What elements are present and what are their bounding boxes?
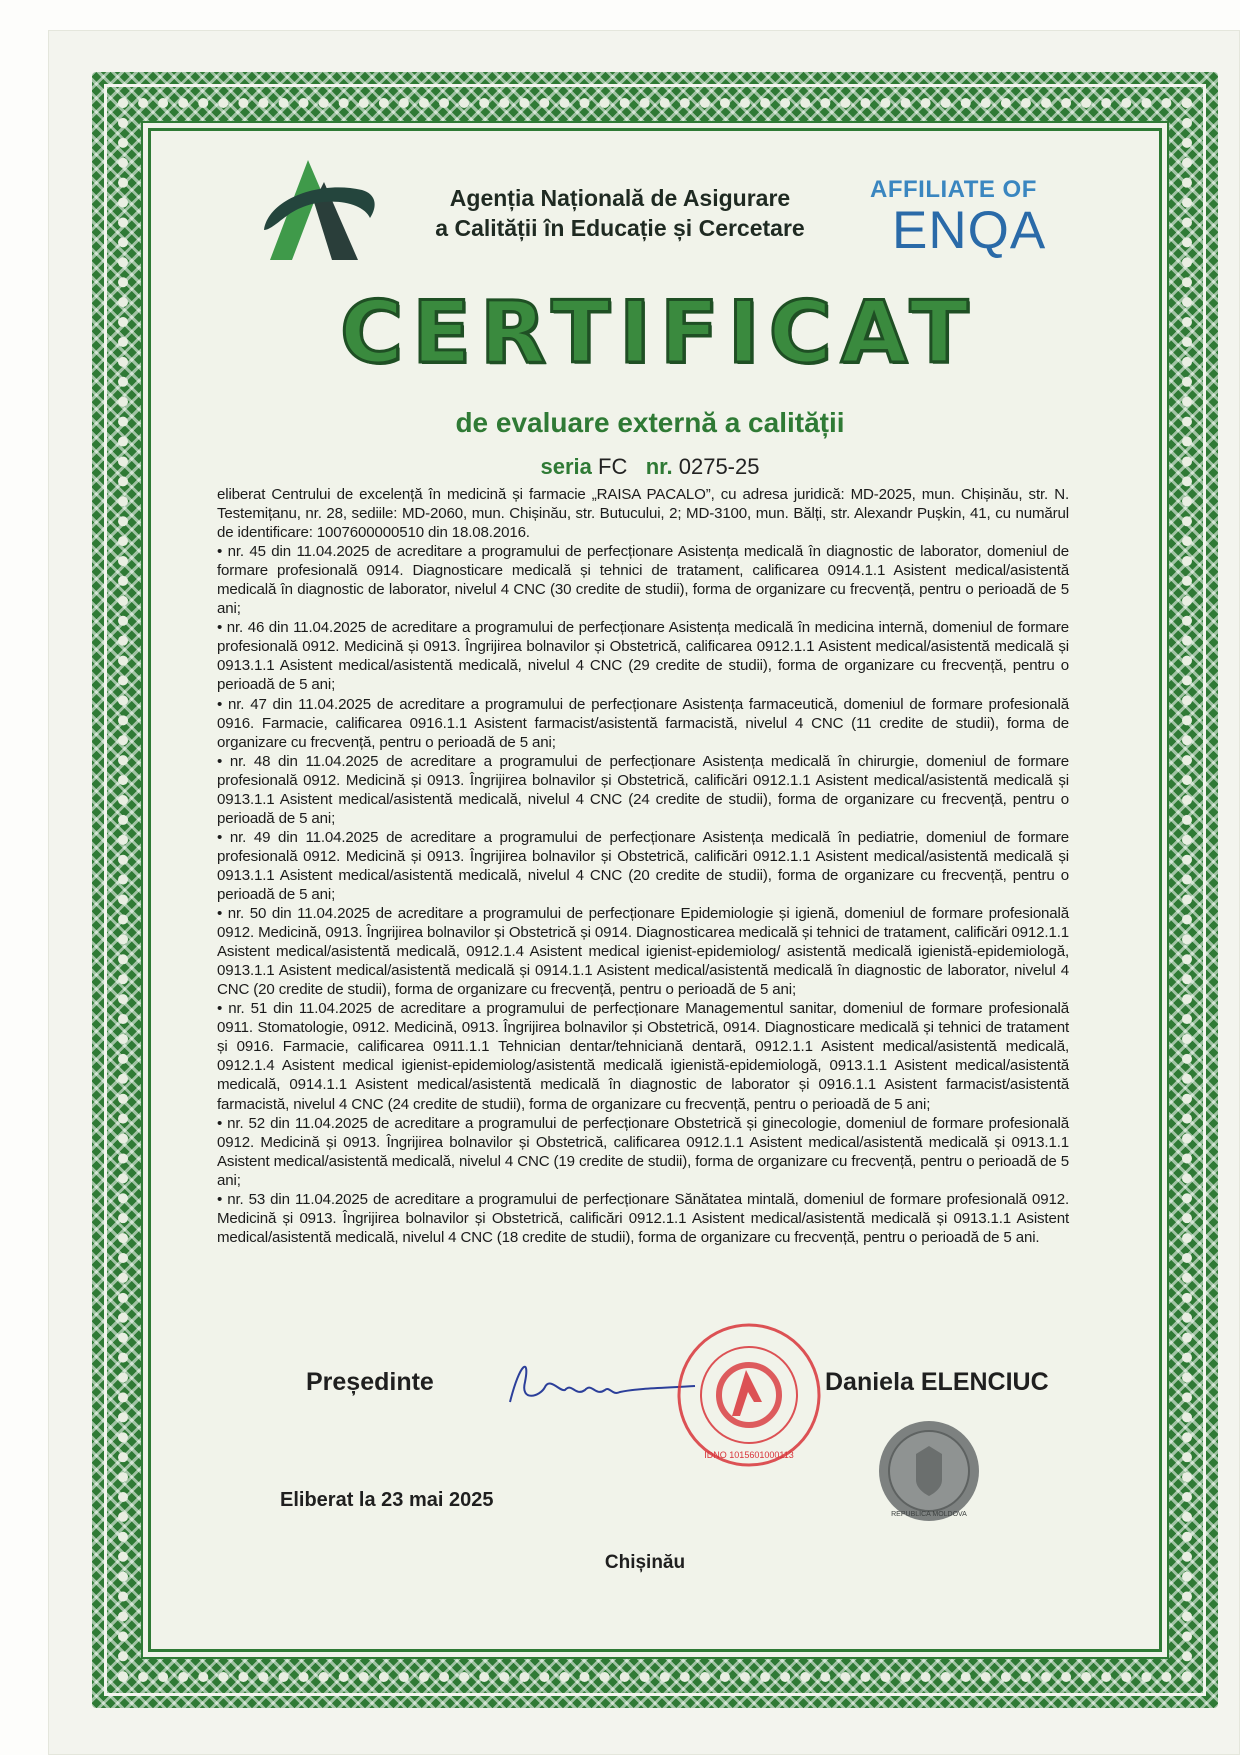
accreditation-item: • nr. 52 din 11.04.2025 de acreditare a programului de perfecționare Obstetrică și ginecologie, domeniul de formare profesională 0912. Medicină și 0913. Îngrijirea bolnavilor și Obstetrică, calificarea 0912.1.1 Asistent medical/asistentă medicală și 0913.1.1 Asistent medical/asistentă medicală, nivelul 4 CNC (19 credite de studii), forma de organizare cu frecvență, pentru o perioadă de 5 ani; [217,1114,1069,1189]
serial-label: seria [540,454,592,479]
seal-text: REPUBLICA MOLDOVA [891,1511,967,1518]
handwritten-signature [500,1352,700,1412]
stamp-id-text: IDNO 1015601000113 [704,1450,794,1460]
agency-name-line2: a Calității în Educație și Cercetare [435,215,805,241]
body-intro: eliberat Centrului de excelență în medicină și farmacie „RAISA PACALO”, cu adresa juridică: MD-2025, mun. Chișinău, str. N. Testemițanu, nr. 28, sediile: MD-2060, mun. Chișinău, str. Butucului, 2; MD-3100, mun. Bălți, str. Alexandr Pușkin, 41, cu numărul de identificare: 1007600000510 din 18.08.2016. [217,486,1069,542]
agency-stamp-icon [674,1320,824,1470]
certificate-body [217,485,1069,1247]
agency-name [400,183,840,243]
enqa-logo-text: ENQA [892,201,1047,260]
president-name: Daniela ELENCIUC [825,1368,1049,1396]
state-seal-icon [876,1418,982,1524]
affiliate-label: AFFILIATE OF [870,176,1037,203]
serial-value: FC [598,454,628,479]
issue-date: Eliberat la 23 mai 2025 [280,1489,494,1511]
accreditation-item: • nr. 48 din 11.04.2025 de acreditare a programului de perfecționare Asistența medicală în chirurgie, domeniul de formare profesională 0912. Medicină și 0913. Îngrijirea bolnavilor și Obstetrică, calificări 0912.1.1 Asistent medical/asistentă medicală și 0913.1.1 Asistent medical/asistentă medicală, nivelul 4 CNC (24 credite de studii), forma de organizare cu frecvență, pentru o perioadă de 5 ani; [217,752,1069,827]
accreditation-item: • nr. 49 din 11.04.2025 de acreditare a programului de perfecționare Asistența medicală în pediatrie, domeniul de formare profesională 0912. Medicină și 0913. Îngrijirea bolnavilor și Obstetrică, calificări 0912.1.1 Asistent medical/asistentă medicală și 0913.1.1 Asistent medical/asistentă medicală, nivelul 4 CNC (20 credite de studii), forma de organizare cu frecvență, pentru o perioadă de 5 ani; [217,828,1069,903]
issue-city: Chișinău [604,1552,686,1573]
serial-number [400,454,900,480]
accreditation-item: • nr. 47 din 11.04.2025 de acreditare a programului de perfecționare Asistența farmaceutică, domeniul de formare profesională 0916. Farmacie, calificarea 0916.1.1 Asistent farmacist/asistentă farmacistă, nivelul 4 CNC (11 credite de studii), forma de organizare cu frecvență, pentru o perioadă de 5 ani; [217,695,1069,751]
number-value: 0275-25 [678,454,760,479]
certificate-title: CERTIFICAT [340,283,978,383]
anacec-logo-icon [258,160,378,268]
certificate-subtitle: de evaluare externă a calității [455,407,845,438]
accreditation-item: • nr. 51 din 11.04.2025 de acreditare a programului de perfecționare Managementul sanitar, domeniul de formare profesională 0911. Stomatologie, 0912. Medicină, 0913. Îngrijirea bolnavilor și Obstetrică, 0914. Diagnosticare medicală și tehnici de tratament și 0916. Farmacie, calificarea 0911.1.1 Tehnician dentar/tehniciană dentară, 0912.1.1 Asistent medical/asistentă medicală, 0912.1.4 Asistent medical igienist-epidemiolog/asistentă medicală igienistă-epidemiologă, 0913.1.1 Asistent medical/asistentă medicală, 0914.1.1 Asistent medical/asistentă medicală în diagnostic de laborator și 0916.1.1 Asistent farmacist/asistentă farmacistă, nivelul 4 CNC (24 credite de studii), forma de organizare cu frecvență, pentru o perioadă de 5 ani; [217,1000,1069,1113]
agency-name-line1: Agenția Națională de Asigurare [449,185,791,211]
accreditation-item: • nr. 53 din 11.04.2025 de acreditare a programului de perfecționare Sănătatea mintală, domeniul de formare profesională 0912. Medicină și 0913. Îngrijirea bolnavilor și Obstetrică, calificări 0912.1.1 Asistent medical/asistentă medicală și 0913.1.1 Asistent medical/asistentă medicală, nivelul 4 CNC (18 credite de studii), forma de organizare cu frecvență, pentru o perioadă de 5 ani. [217,1190,1069,1246]
accreditation-item: • nr. 50 din 11.04.2025 de acreditare a programului de perfecționare Epidemiologie și igienă, domeniul de formare profesională 0912. Medicină, 0913. Îngrijirea bolnavilor și Obstetrică și 0914. Diagnosticarea medicală și tehnici de tratament, calificări 0912.1.1 Asistent medical/asistentă medicală, 0912.1.4 Asistent medical igienist-epidemiolog/ asistentă medicală igienistă-epidemiologă, 0913.1.1 Asistent medical/asistentă medicală și 0914.1.1 Asistent medical/asistentă medicală în diagnostic de laborator, nivelul 4 CNC (20 credite de studii), forma de organizare cu frecvență, pentru o perioadă de 5 ani; [217,905,1069,999]
president-label: Președinte [306,1368,434,1396]
accreditation-item: • nr. 45 din 11.04.2025 de acreditare a programului de perfecționare Asistența medicală în diagnostic de laborator, domeniul de formare profesională 0914. Diagnosticare medicală și tehnici de tratament, calificarea 0914.1.1 Asistent medical/asistentă medicală în diagnostic de laborator, nivelul 4 CNC (30 credite de studii), forma de organizare cu frecvență, pentru o perioadă de 5 ani; [217,543,1069,618]
number-label: nr. [645,454,673,479]
accreditation-item: • nr. 46 din 11.04.2025 de acreditare a programului de perfecționare Asistența medicală în medicina internă, domeniul de formare profesională 0912. Medicină și 0913. Îngrijirea bolnavilor și Obstetrică, calificarea 0912.1.1 Asistent medical/asistentă medicală și 0913.1.1 Asistent medical/asistentă medicală, nivelul 4 CNC (29 credite de studii), forma de organizare cu frecvență, pentru o perioadă de 5 ani; [217,619,1069,694]
